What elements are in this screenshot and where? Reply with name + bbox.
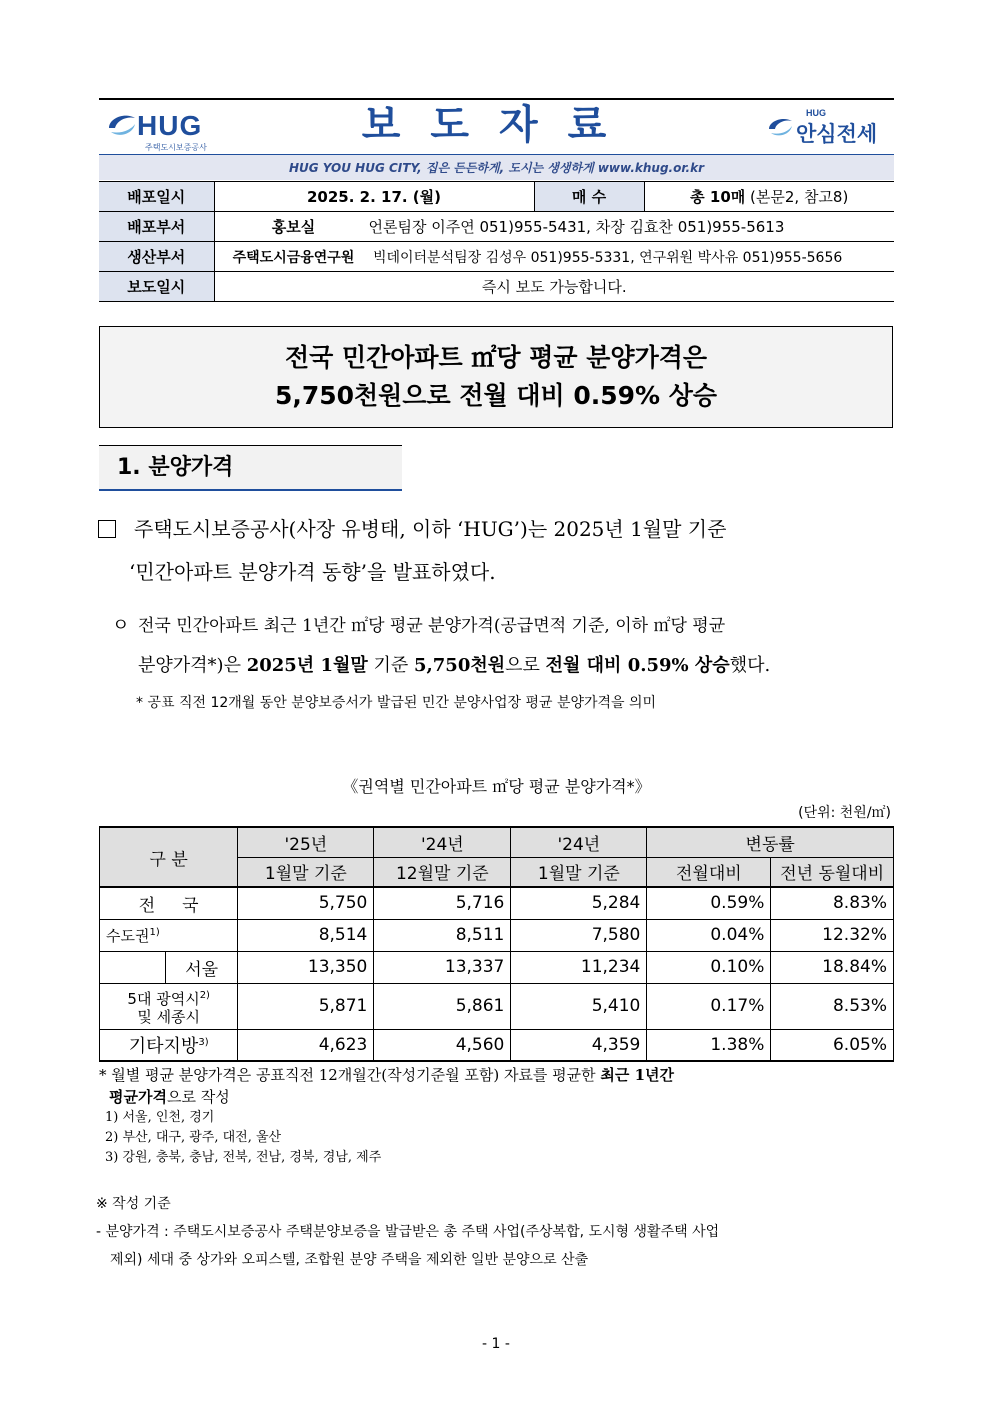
row-note: 1) xyxy=(149,926,160,938)
cell: 13,350 xyxy=(238,951,374,983)
cell: 13,337 xyxy=(374,951,511,983)
checkbox-icon xyxy=(98,520,116,538)
pages-cell xyxy=(644,182,894,212)
criteria-title: ※ 작성 기준 xyxy=(96,1196,171,1212)
summary-line2 xyxy=(112,646,897,686)
cell: 1.38% xyxy=(647,1029,771,1061)
note-main-cont xyxy=(99,1086,879,1108)
price-table xyxy=(99,826,894,1062)
cell: 6.05% xyxy=(771,1029,894,1061)
cell: 8.53% xyxy=(771,983,894,1029)
footnote-definition: * 공표 직전 12개월 동안 분양보증서가 발급된 민간 분양사업장 평균 분양가격을 의미 xyxy=(136,695,657,711)
header-mom: 전월대비 xyxy=(647,857,771,887)
cell: 8,514 xyxy=(238,919,374,951)
header xyxy=(99,100,894,152)
header-col3a: '24년 xyxy=(511,827,647,857)
intro-line2: ‘민간아파트 분양가격 동향’을 발표하였다. xyxy=(129,560,496,584)
note-text: 으로 작성 xyxy=(166,1088,230,1106)
headline-box xyxy=(99,326,893,428)
summary-date: 2025년 1월말 xyxy=(246,655,368,676)
row-note: 3) xyxy=(198,1036,209,1048)
note-3: 3) 강원, 충북, 충남, 전북, 전남, 경북, 경남, 제주 xyxy=(105,1150,382,1165)
paragraph-summary xyxy=(112,606,897,686)
note-bold: 최근 1년간 xyxy=(600,1066,675,1084)
headline-line2: 5,750천원으로 전월 대비 0.59% 상승 xyxy=(274,381,718,410)
prod-label: 생산부서 xyxy=(99,242,214,272)
hug-logo-subtitle: 주택도시보증공사 xyxy=(145,143,207,152)
prod-row xyxy=(99,242,894,272)
section-title: 1. 분양가격 xyxy=(99,445,402,491)
cell: 0.17% xyxy=(647,983,771,1029)
table-row xyxy=(100,951,894,983)
cell: 5,871 xyxy=(238,983,374,1029)
row-indent xyxy=(100,951,166,983)
pages-detail: (본문2, 참고8) xyxy=(750,188,849,206)
note-text: * 월별 평균 분양가격은 공표직전 12개월간(작성기준월 포함) 자료를 평균한 xyxy=(99,1066,601,1084)
table-unit: (단위: 천원/㎡) xyxy=(798,805,891,821)
page-title: 보도자료 xyxy=(361,102,637,148)
slogan-bar: HUG YOU HUG CITY, 집은 든든하게, 도시는 생생하게 www.khug.or.kr xyxy=(99,154,894,180)
row-label-text: 5대 광역시 xyxy=(127,989,200,1008)
table-row xyxy=(100,919,894,951)
table-header-row xyxy=(100,827,894,857)
prod-contact: 빅데이터분석팀장 김성우 051)955-5331, 연구위원 박사유 051)955-5656 xyxy=(372,249,843,266)
criteria-line2: 제외) 세대 중 상가와 오피스텔, 조합원 분양 주택을 제외한 일반 분양으로 산출 xyxy=(110,1252,589,1268)
summary-line1: 전국 민간아파트 최근 1년간 ㎡당 평균 분양가격(공급면적 기준, 이하 ㎡당 평균 xyxy=(138,616,726,636)
summary-change: 전월 대비 0.59% 상승 xyxy=(545,655,730,676)
summary-part: 분양가격*)은 xyxy=(138,655,247,676)
summary-part: 했다. xyxy=(729,655,771,676)
summary-price: 5,750천원 xyxy=(413,655,506,676)
note-2: 2) 부산, 대구, 광주, 대전, 울산 xyxy=(105,1130,282,1145)
prod-cell xyxy=(214,242,894,272)
cell: 12.32% xyxy=(771,919,894,951)
cell: 7,580 xyxy=(511,919,647,951)
page-number: - 1 - xyxy=(482,1336,510,1352)
bullet-icon: ㅇ xyxy=(112,615,130,636)
row-label-text: 기타지방 xyxy=(128,1035,199,1057)
anshim-logo-hug: HUG xyxy=(806,108,826,118)
header-col2b: 12월말 기준 xyxy=(374,857,511,887)
cell: 4,623 xyxy=(238,1029,374,1061)
dept-cell xyxy=(214,212,894,242)
row-label xyxy=(100,919,238,951)
anshim-logo xyxy=(766,108,886,148)
anshim-swirl-icon xyxy=(766,114,796,140)
header-col1a: '25년 xyxy=(238,827,374,857)
intro-line1: 주택도시보증공사(사장 유병태, 이하 ‘HUG’)는 2025년 1월말 기준 xyxy=(134,517,727,541)
table-row xyxy=(100,1029,894,1061)
paragraph-intro xyxy=(96,508,896,594)
row-label xyxy=(100,983,238,1029)
cell: 8.83% xyxy=(771,887,894,919)
summary-part: 기준 xyxy=(367,655,414,676)
cell: 8,511 xyxy=(374,919,511,951)
dept-contact: 언론팀장 이주연 051)955-5431, 차장 김효찬 051)955-5613 xyxy=(368,218,785,236)
hug-logo xyxy=(105,104,215,150)
cell: 5,410 xyxy=(511,983,647,1029)
report-row xyxy=(99,272,894,302)
criteria-block xyxy=(96,1190,896,1274)
cell: 18.84% xyxy=(771,951,894,983)
row-note: 2) xyxy=(199,989,210,1001)
release-row xyxy=(99,182,894,212)
summary-part: 으로 xyxy=(505,655,546,676)
hug-logo-text: HUG xyxy=(137,110,203,141)
dept-label: 배포부서 xyxy=(99,212,214,242)
header-yoy: 전년 동월대비 xyxy=(771,857,894,887)
header-col3b: 1월말 기준 xyxy=(511,857,647,887)
cell: 0.59% xyxy=(647,887,771,919)
cell: 5,716 xyxy=(374,887,511,919)
cell: 4,359 xyxy=(511,1029,647,1061)
prod-value: 주택도시금융연구원 xyxy=(232,249,355,266)
cell: 5,861 xyxy=(374,983,511,1029)
cell: 0.10% xyxy=(647,951,771,983)
header-division: 구 분 xyxy=(100,827,238,887)
table-notes xyxy=(99,1064,879,1168)
header-col1b: 1월말 기준 xyxy=(238,857,374,887)
anshim-logo-text: 안심전세 xyxy=(796,122,878,146)
note-main xyxy=(99,1064,879,1086)
dept-row xyxy=(99,212,894,242)
table-row xyxy=(100,983,894,1029)
cell: 5,284 xyxy=(511,887,647,919)
pages-label: 매 수 xyxy=(534,182,644,212)
headline-line1: 전국 민간아파트 ㎡당 평균 분양가격은 xyxy=(284,343,708,372)
row-label: 전 국 xyxy=(100,887,238,919)
cell: 11,234 xyxy=(511,951,647,983)
table-row xyxy=(100,887,894,919)
release-date: 2025. 2. 17. (월) xyxy=(214,182,534,212)
row-label-text: 수도권 xyxy=(106,926,150,945)
header-change: 변동률 xyxy=(647,827,894,857)
report-value: 즉시 보도 가능합니다. xyxy=(214,272,894,302)
pages-value: 총 10매 xyxy=(690,188,746,206)
row-label: 서울 xyxy=(166,951,238,983)
note-bold: 평균가격 xyxy=(109,1088,167,1106)
release-label: 배포일시 xyxy=(99,182,214,212)
row-label xyxy=(100,1029,238,1061)
report-label: 보도일시 xyxy=(99,272,214,302)
hug-swirl-icon xyxy=(105,110,139,140)
criteria-line1: - 분양가격 : 주택도시보증공사 주택분양보증을 발급받은 총 주택 사업(주상복합, 도시형 생활주택 사업 xyxy=(96,1224,720,1240)
cell: 0.04% xyxy=(647,919,771,951)
release-info-table xyxy=(99,181,894,302)
cell: 4,560 xyxy=(374,1029,511,1061)
table-title: 《권역별 민간아파트 ㎡당 평균 분양가격*》 xyxy=(342,777,651,796)
cell: 5,750 xyxy=(238,887,374,919)
header-col2a: '24년 xyxy=(374,827,511,857)
note-1: 1) 서울, 인천, 경기 xyxy=(105,1110,215,1125)
row-label-text: 및 세종시 xyxy=(137,1007,201,1026)
dept-value: 홍보실 xyxy=(271,218,316,236)
